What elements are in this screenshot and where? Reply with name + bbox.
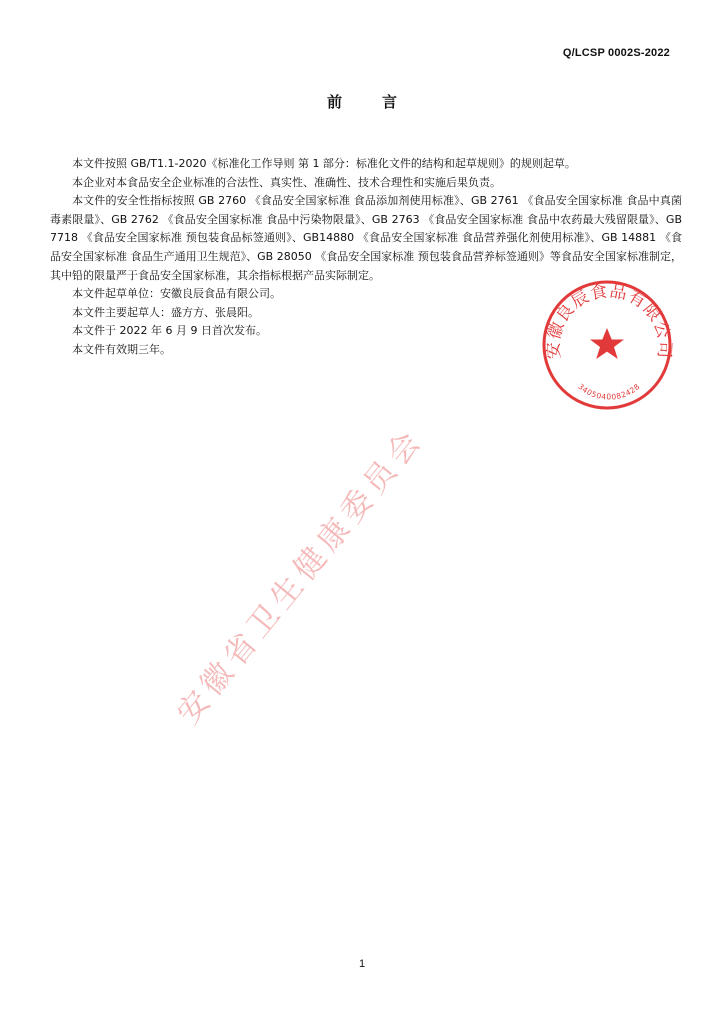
svg-text:3405040082428: 3405040082428: [576, 381, 642, 402]
paragraph-drafters: 本文件主要起草人：盛方方、张晨阳。: [72, 305, 259, 319]
paragraph-validity: 本文件有效期三年。: [72, 342, 171, 356]
foreword-body: [50, 155, 682, 360]
svg-text:安徽良辰食品有限公司: 安徽良辰食品有限公司: [543, 281, 674, 360]
watermark-stamp: [140, 400, 440, 740]
page-number: 1: [358, 958, 366, 970]
page-title: 前言: [326, 93, 437, 111]
document-code: Q/LCSP 0002S-2022: [562, 47, 670, 59]
paragraph-drafting-unit: 本文件起草单位：安徽良辰食品有限公司。: [72, 287, 281, 301]
paragraph-drafting-rules: 本文件按照 GB/T1.1-2020《标准化工作导则 第 1 部分：标准化文件的结构和起草规则》的规则起草。: [72, 157, 576, 170]
paragraph-publish-date: 本文件于 2022 年 6 月 9 日首次发布。: [72, 324, 267, 338]
paragraph-responsibility: 本企业对本食品安全企业标准的合法性、真实性、准确性、技术合理性和实施后果负责。: [72, 175, 501, 189]
svg-text:安徽省卫生健康委员会: 安徽省卫生健康委员会: [170, 420, 432, 732]
paragraph-safety-indicators: 本文件的安全性指标按照 GB 2760 《食品安全国家标准 食品添加剂使用标准》、GB 2761 《食品安全国家标准 食品中真菌毒素限量》、GB 2762 《食品安全国家标准 食品中污染物限量》、GB 2763 《食品安全国家标准 食品中农药最大残留限量》、GB 7718 《食品安全国家标准 预包装食品标签通则》、GB14880 《食品安全国家标准 食品营养强化剂使用标准》、GB 14881 《食品安全国家标准 食品生产通用卫生规范》、GB 28050 《食品安全国家标准 预包装食品营养标签通则》等食品安全国家标准制定，其中铅的限量严于食品安全国家标准，其余指标根据产品实际制定。: [50, 194, 682, 282]
